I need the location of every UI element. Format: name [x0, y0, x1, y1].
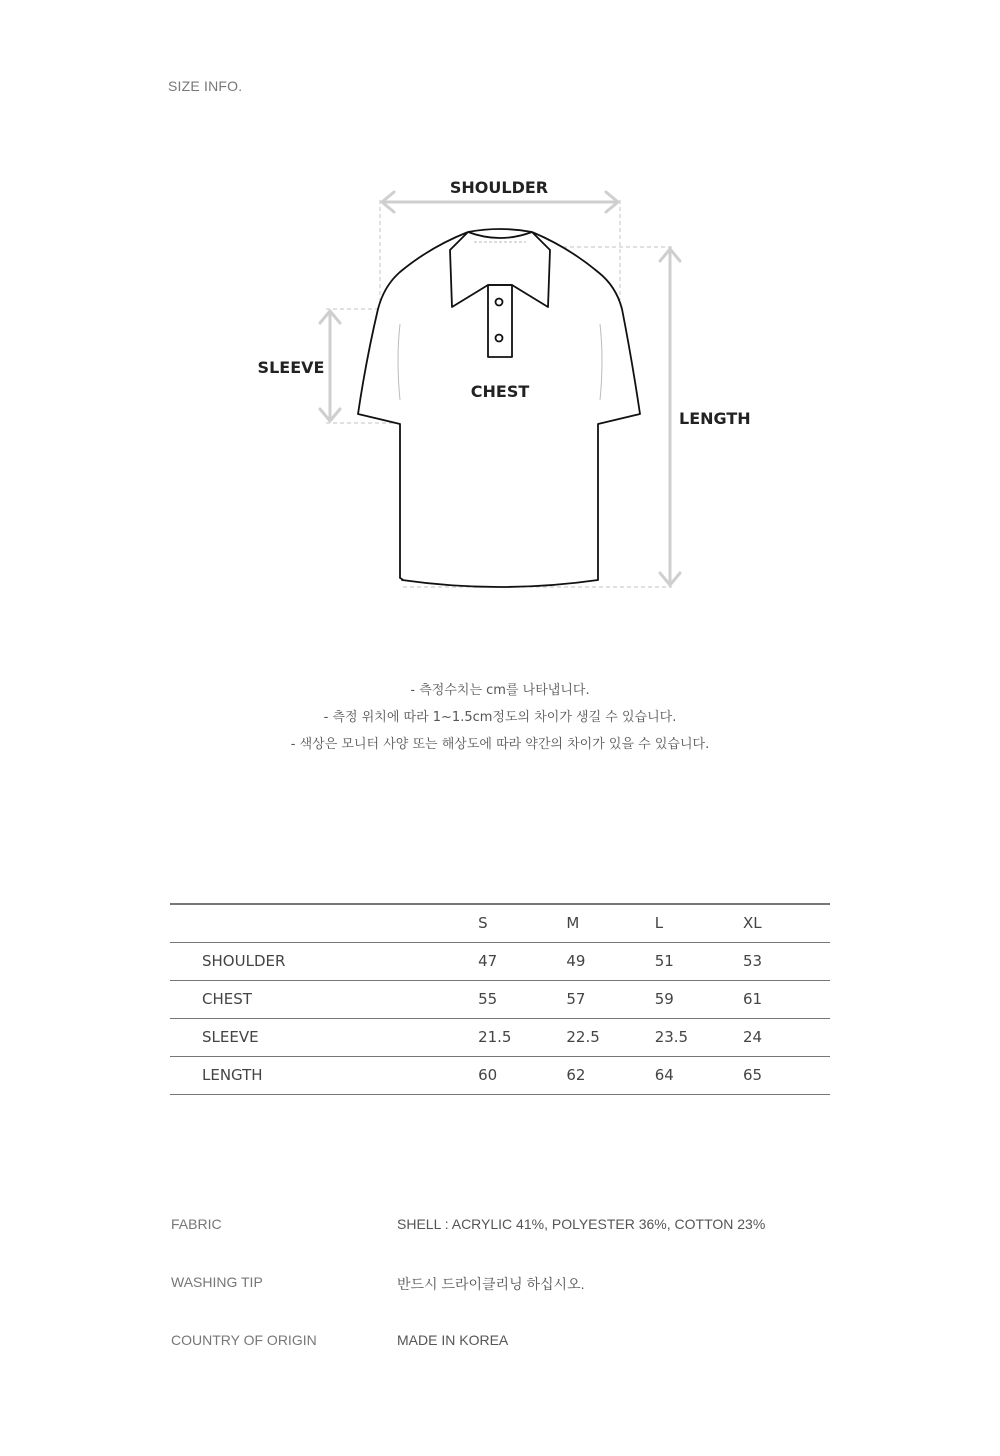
length-label: LENGTH — [679, 409, 751, 428]
note-line: - 측정수치는 cm를 나타냅니다. — [410, 683, 590, 698]
row-label: SHOULDER — [202, 952, 286, 970]
fabric-value: SHELL : ACRYLIC 41%, POLYESTER 36%, COTTON 23% — [397, 1216, 766, 1232]
origin-label: COUNTRY OF ORIGIN — [171, 1332, 317, 1348]
size-header-s: S — [478, 914, 488, 933]
table-row — [170, 942, 830, 980]
table-row — [170, 1018, 830, 1056]
cell-value: 21.5 — [478, 1028, 512, 1046]
cell-value: 24 — [743, 1028, 763, 1046]
row-label: CHEST — [202, 990, 252, 1008]
size-header-xl: XL — [743, 914, 762, 933]
cell-value: 60 — [478, 1066, 498, 1084]
sleeve-label: SLEEVE — [257, 358, 325, 377]
washing-tip-value: 반드시 드라이클리닝 하십시오. — [397, 1276, 585, 1292]
row-label: LENGTH — [202, 1066, 263, 1084]
origin-value: MADE IN KOREA — [397, 1332, 509, 1348]
length-arrow — [660, 249, 680, 585]
fabric-label: FABRIC — [171, 1216, 222, 1232]
cell-value: 61 — [743, 990, 763, 1008]
washing-tip-label: WASHING TIP — [171, 1274, 263, 1290]
cell-value: 51 — [654, 952, 674, 970]
measurement-notes — [0, 680, 1000, 761]
size-table-header — [170, 904, 830, 942]
size-header-l: L — [654, 914, 664, 933]
cell-value: 23.5 — [654, 1028, 689, 1046]
section-title: SIZE INFO. — [168, 78, 243, 94]
note-line: - 색상은 모니터 사양 또는 해상도에 따라 약간의 차이가 있을 수 있습니다. — [290, 737, 710, 752]
cell-value: 65 — [743, 1066, 763, 1084]
cell-value: 62 — [566, 1066, 586, 1084]
cell-value: 59 — [654, 990, 674, 1008]
cell-value: 49 — [566, 952, 586, 970]
row-label: SLEEVE — [202, 1028, 259, 1046]
cell-value: 22.5 — [566, 1028, 600, 1046]
table-row — [170, 1056, 830, 1094]
cell-value: 55 — [478, 990, 498, 1008]
polo-shirt-drawing — [358, 229, 640, 587]
shoulder-label: SHOULDER — [449, 178, 549, 197]
cell-value: 57 — [566, 990, 586, 1008]
size-header-m: M — [566, 914, 580, 933]
size-table — [170, 903, 830, 1095]
chest-label: CHEST — [470, 382, 530, 401]
size-diagram — [0, 0, 1000, 640]
cell-value: 64 — [654, 1066, 674, 1084]
cell-value: 47 — [478, 952, 498, 970]
table-row — [170, 980, 830, 1018]
note-line: - 측정 위치에 따라 1~1.5cm정도의 차이가 생길 수 있습니다. — [323, 710, 677, 725]
cell-value: 53 — [743, 952, 763, 970]
